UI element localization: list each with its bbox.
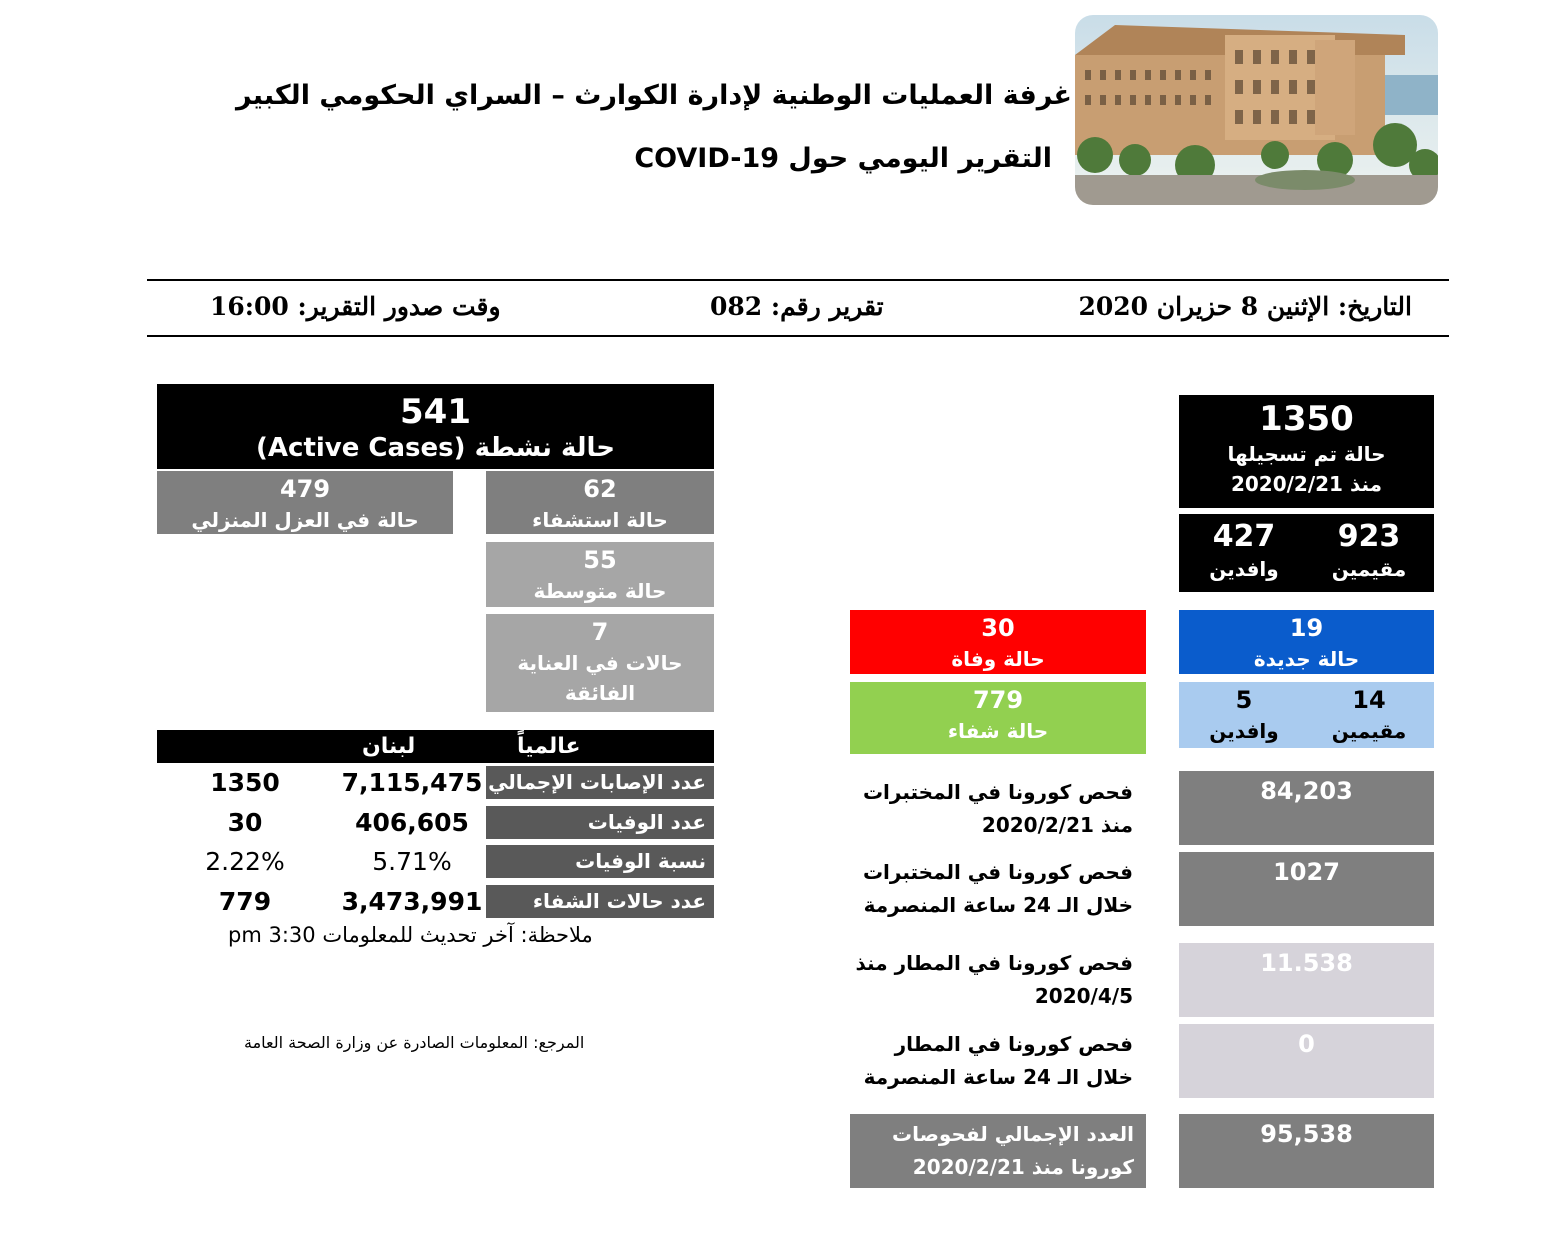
top-rule bbox=[147, 279, 1449, 281]
new-cases-label: حالة جديدة bbox=[1253, 647, 1360, 671]
header-subtitle: التقرير اليومي حول COVID-19 bbox=[634, 143, 1052, 174]
new-breakdown-box bbox=[1179, 682, 1434, 748]
active-cases-box bbox=[157, 384, 714, 469]
new-cases-box bbox=[1179, 610, 1434, 674]
test-label-grand-total-line2: كورونا منذ 2020/2/21 bbox=[912, 1155, 1134, 1179]
total-residents-value: 923 bbox=[1337, 519, 1401, 554]
test-value-airport-total-box bbox=[1179, 943, 1434, 1017]
source-reference: المرجع: المعلومات الصادرة عن وزارة الصحة العامة bbox=[244, 1033, 585, 1052]
world-total: 7,115,475 bbox=[341, 768, 483, 797]
moderate-label: حالة متوسطة bbox=[533, 579, 667, 603]
active-cases-label: حالة نشطة (Active Cases) bbox=[256, 433, 615, 463]
report-date: التاريخ: الإثنين 8 حزيران 2020 bbox=[1078, 292, 1412, 321]
test-label-grand-total-line1: العدد الإجمالي لفحوصات bbox=[891, 1122, 1134, 1146]
hospitalized-value: 62 bbox=[583, 475, 617, 503]
report-time: وقت صدور التقرير: 16:00 bbox=[210, 292, 501, 321]
home-isolation-value: 479 bbox=[279, 475, 331, 503]
total-residents bbox=[1314, 520, 1424, 584]
total-cases-box bbox=[1179, 395, 1434, 508]
test-label-lab-total-line2: منذ 2020/2/21 bbox=[981, 813, 1133, 837]
new-residents-label: مقيمين bbox=[1331, 719, 1407, 743]
total-arrivals-value: 427 bbox=[1212, 519, 1276, 554]
active-cases-value: 541 bbox=[400, 392, 471, 432]
row-label-total: عدد الإصابات الإجمالي bbox=[486, 766, 714, 799]
table-row bbox=[157, 845, 714, 878]
icu-label-line2: الفائقة bbox=[564, 681, 636, 705]
home-isolation-box bbox=[157, 471, 453, 534]
col-world: عالمياً bbox=[517, 734, 581, 759]
row-label-recovered: عدد حالات الشفاء bbox=[486, 885, 714, 918]
icu-box bbox=[486, 614, 714, 712]
recovered-box bbox=[850, 682, 1146, 754]
new-arrivals-label: وافدين bbox=[1209, 719, 1279, 743]
deaths-box bbox=[850, 610, 1146, 674]
deaths-label: حالة وفاة bbox=[951, 647, 1045, 671]
recovered-label: حالة شفاء bbox=[947, 719, 1049, 743]
world-recovered: 3,473,991 bbox=[341, 887, 483, 916]
building-image-icon bbox=[1075, 15, 1438, 205]
new-residents bbox=[1314, 684, 1424, 746]
row-label-deaths: عدد الوفيات bbox=[486, 806, 714, 839]
test-label-airport-24h-line1: فحص كورونا في المطار bbox=[894, 1032, 1133, 1056]
moderate-box bbox=[486, 542, 714, 607]
test-value-lab-24h-box bbox=[1179, 852, 1434, 926]
header-title: غرفة العمليات الوطنية لإدارة الكوارث – السراي الحكومي الكبير bbox=[236, 80, 1072, 111]
icu-value: 7 bbox=[591, 618, 609, 646]
test-label-lab-24h bbox=[833, 856, 1133, 922]
table-row bbox=[157, 766, 714, 799]
test-label-lab-24h-line1: فحص كورونا في المختبرات bbox=[862, 860, 1133, 884]
total-breakdown-box bbox=[1179, 514, 1434, 592]
hospitalized-box bbox=[486, 471, 714, 534]
recovered-value: 779 bbox=[972, 686, 1024, 714]
test-label-airport-24h bbox=[833, 1028, 1133, 1094]
test-value-grand-total: 95,538 bbox=[1260, 1120, 1353, 1148]
test-value-lab-24h: 1027 bbox=[1273, 858, 1340, 886]
total-cases-value: 1350 bbox=[1259, 399, 1354, 439]
test-label-lab-24h-line2: خلال الـ 24 ساعة المنصرمة bbox=[863, 893, 1133, 917]
lebanon-total: 1350 bbox=[210, 768, 280, 797]
bottom-rule bbox=[147, 335, 1449, 337]
col-lebanon: لبنان bbox=[362, 734, 416, 759]
grand-serail-photo bbox=[1075, 15, 1438, 205]
test-label-airport-24h-line2: خلال الـ 24 ساعة المنصرمة bbox=[863, 1065, 1133, 1089]
test-value-lab-total-box bbox=[1179, 771, 1434, 845]
hospitalized-label: حالة استشفاء bbox=[532, 508, 668, 532]
new-arrivals bbox=[1189, 684, 1299, 746]
test-label-lab-total-line1: فحص كورونا في المختبرات bbox=[862, 780, 1133, 804]
test-label-grand-total-box bbox=[850, 1114, 1146, 1188]
test-value-airport-24h: 0 bbox=[1298, 1030, 1315, 1058]
world-table-header bbox=[157, 730, 714, 763]
test-label-lab-total bbox=[833, 776, 1133, 842]
lebanon-fatality-rate: 2.22% bbox=[205, 847, 285, 876]
test-label-airport-total-line2: 2020/4/5 bbox=[1034, 984, 1133, 1008]
moderate-value: 55 bbox=[583, 546, 617, 574]
icu-label-line1: حالات في العناية bbox=[517, 651, 683, 675]
test-value-lab-total: 84,203 bbox=[1260, 777, 1353, 805]
table-row bbox=[157, 806, 714, 839]
total-residents-label: مقيمين bbox=[1331, 557, 1407, 581]
total-cases-label-line1: حالة تم تسجيلها bbox=[1227, 442, 1386, 466]
lebanon-recovered: 779 bbox=[218, 887, 272, 916]
new-residents-value: 14 bbox=[1352, 686, 1386, 714]
total-arrivals bbox=[1189, 520, 1299, 584]
home-isolation-label: حالة في العزل المنزلي bbox=[191, 508, 419, 532]
total-arrivals-label: وافدين bbox=[1209, 557, 1279, 581]
deaths-value: 30 bbox=[981, 614, 1015, 642]
new-cases-value: 19 bbox=[1289, 614, 1324, 642]
test-label-airport-total bbox=[833, 947, 1133, 1013]
test-label-airport-total-line1: فحص كورونا في المطار منذ bbox=[855, 951, 1133, 975]
total-cases-label-line2: منذ 2020/2/21 bbox=[1230, 472, 1383, 496]
report-number: تقرير رقم: 082 bbox=[710, 292, 884, 321]
test-value-airport-total: 11.538 bbox=[1260, 949, 1353, 977]
update-note: ملاحظة: آخر تحديث للمعلومات 3:30 pm bbox=[228, 923, 593, 947]
world-deaths: 406,605 bbox=[355, 808, 469, 837]
table-row bbox=[157, 885, 714, 918]
new-arrivals-value: 5 bbox=[1235, 686, 1253, 714]
test-value-airport-24h-box bbox=[1179, 1024, 1434, 1098]
test-value-grand-total-box bbox=[1179, 1114, 1434, 1188]
row-label-fatality-rate: نسبة الوفيات bbox=[486, 845, 714, 878]
world-fatality-rate: 5.71% bbox=[372, 847, 452, 876]
lebanon-deaths: 30 bbox=[227, 808, 263, 837]
